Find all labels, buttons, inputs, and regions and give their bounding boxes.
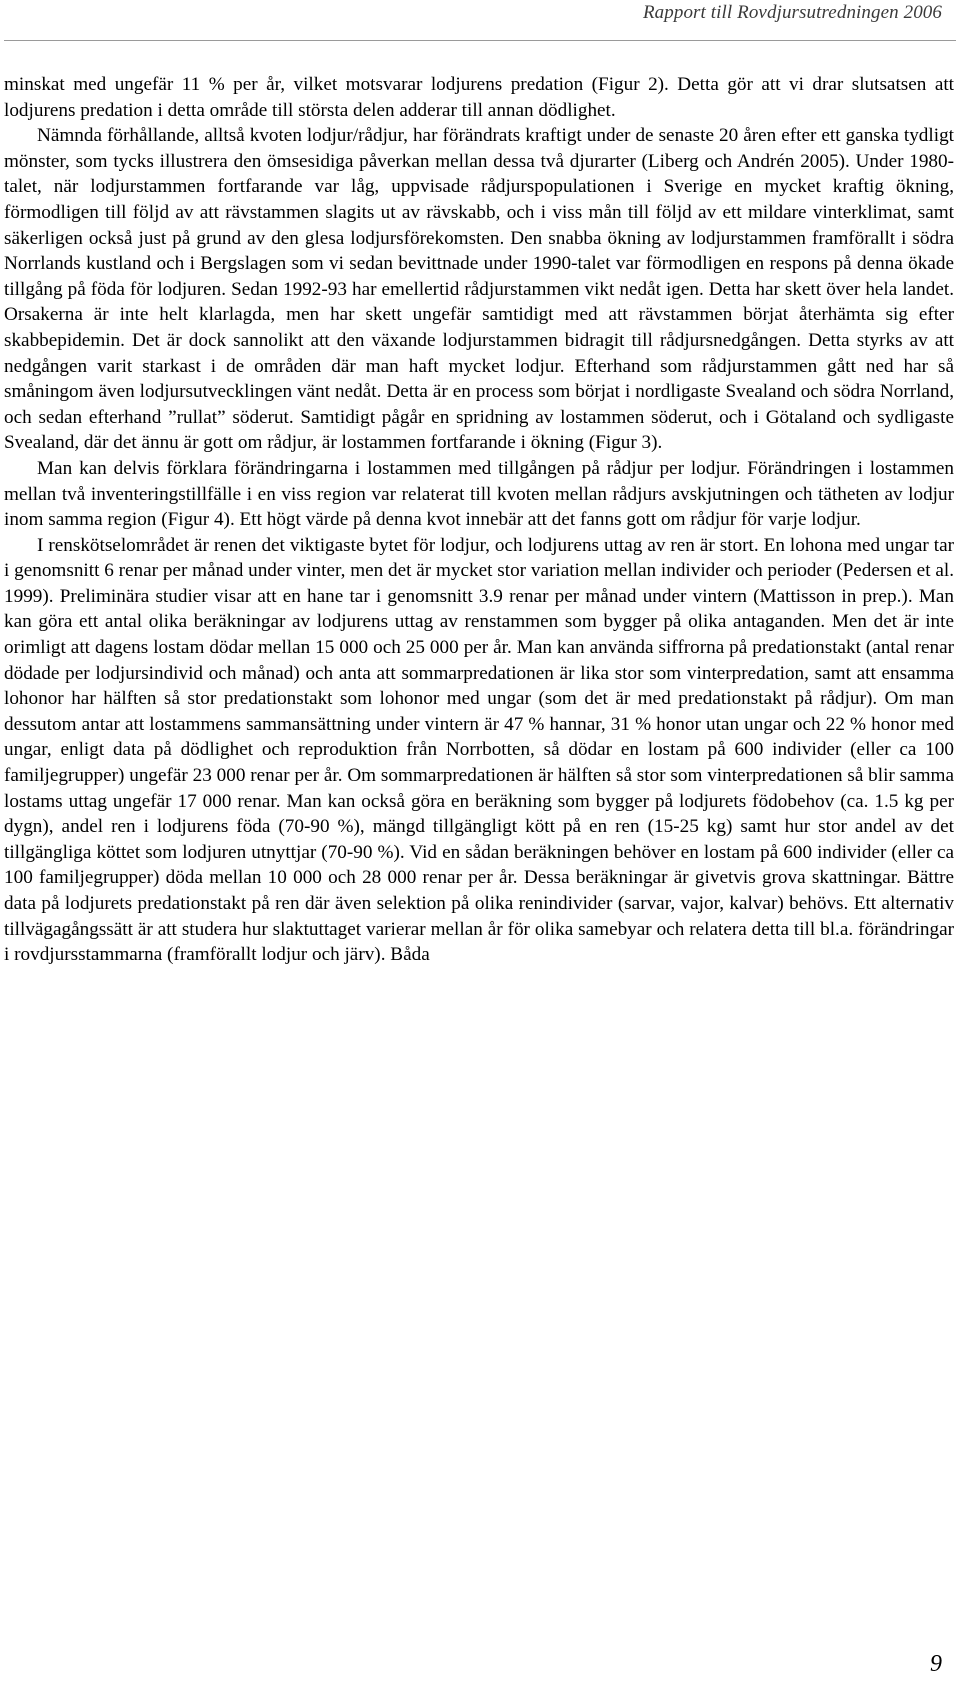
paragraph-3: Man kan delvis förklara förändringarna i lostammen med tillgången på rådjur per lodjur. Förändringen i lostammen mellan två inventeringstillfälle i en viss region var relaterat till kvoten mellan rådjurs avskjutningen och tätheten av lodjur inom samma region (Figur 4). Ett högt värde på denna kvot innebär att det fanns gott om rådjur för varje lodjur.	[4, 457, 954, 531]
running-header: Rapport till Rovdjursutredningen 2006	[642, 2, 942, 23]
page-number: 9	[930, 1651, 942, 1677]
paragraph-2: Nämnda förhållande, alltså kvoten lodjur/rådjur, har förändrats kraftigt under de senaste 20 åren efter ett ganska tydligt mönster, som tycks illustrera den ömsesidiga påverkan mellan dessa två djurarter (Liberg och Andrén 2005). Under 1980-talet, när lodjurstammen fortfarande var låg, uppvisade rådjurspopulationen i Sverige en mycket kraftig ökning, förmodligen till följd av att rävstammen slagits ut av rävskabb, och i viss mån till följd av ett mildare vinterklimat, samt säkerligen också just på grund av den glesa lodjursförekomsten. Den snabba ökning av lodjurstammen framförallt i södra Norrlands kustland och i Bergslagen som vi sedan bevittnade under 1990-talet var förmodligen en respons på denna ökade tillgång på föda för lodjuren. Sedan 1992-93 har emellertid rådjurstammen vikt nedåt igen. Detta har skett över hela landet. Orsakerna är inte helt klarlagda, men har skett ungefär samtidigt med att rävstammen börjat återhämta sig efter skabbepidemin. Det är dock sannolikt att den växande lodjurstammen bidragit till rådjursnedgången. Detta styrks av att nedgången varit starkast i de områden där man haft mycket lodjur. Efterhand som rådjurstammen gått ned har så småningom även lodjursutvecklingen vänt nedåt. Detta är en process som börjat i nordligaste Svealand och södra Norrland, och sedan efterhand ”rullat” söderut. Samtidigt pågår en spridning av lostammen söderut, och i Götaland och sydligaste Svealand, där det ännu är gott om rådjur, är lostammen fortfarande i ökning (Figur 3).	[4, 125, 954, 454]
page-body	[4, 72, 954, 968]
paragraph-1: minskat med ungefär 11 % per år, vilket motsvarar lodjurens predation (Figur 2). Detta gör att vi drar slutsatsen att lodjurens predation i detta område till största delen adderar till annan dödlighet.	[4, 74, 954, 121]
paragraph-4: I renskötselområdet är renen det viktigaste bytet för lodjur, och lodjurens uttag av ren är stort. En lohona med ungar tar i genomsnitt 6 renar per månad under vinter, men det är mycket stor variation mellan individer och perioder (Pedersen et al. 1999). Preliminära studier visar att en hane tar i genomsnitt 3.9 renar per månad under vintern (Mattisson in prep.). Man kan göra ett antal olika beräkningar av lodjurens uttag av renstammen som bygger på olika antaganden. Men det är inte orimligt att dagens lostam dödar mellan 15 000 och 25 000 per år. Man kan använda siffrorna på predationstakt (antal renar dödade per lodjursindivid och månad) och anta att sommarpredationen är lika stor som vinterpredation, samt att ensamma lohonor har hälften så stor predationstakt som lohonor med ungar (som det är med predationstakt på rådjur). Om man dessutom antar att lostammens sammansättning under vintern är 47 % hannar, 31 % honor utan ungar och 22 % honor med ungar, enligt data på dödlighet och reproduktion från Norrbotten, så dödar en lostam på 600 individer (eller ca 100 familjegrupper) ungefär 23 000 renar per år. Om sommarpredationen är hälften så stor som vinterpredationen så blir samma lostams uttag ungefär 17 000 renar. Man kan också göra en beräkning som bygger på lodjurets födobehov (ca. 1.5 kg per dygn), andel ren i lodjurens föda (70-90 %), mängd tillgängligt kött på en ren (15-25 kg) samt hur stor andel av det tillgängliga köttet som lodjuren utnyttjar (70-90 %). Vid en sådan beräkningen behöver en lostam på 600 individer (eller ca 100 familjegrupper) döda mellan 10 000 och 28 000 renar per år. Dessa beräkningar är givetvis grova skattningar. Bättre data på lodjurets predationstakt på ren där även selektion på olika renindivider (sarvar, vajor, kalvar) behövs. Ett alternativ tillvägagångssätt är att studera hur slaktuttaget varierar mellan år för olika samebyar och relatera detta till bl.a. förändringar i rovdjursstammarna (framförallt lodjur och järv). Båda	[4, 534, 954, 966]
header-divider	[4, 40, 956, 41]
